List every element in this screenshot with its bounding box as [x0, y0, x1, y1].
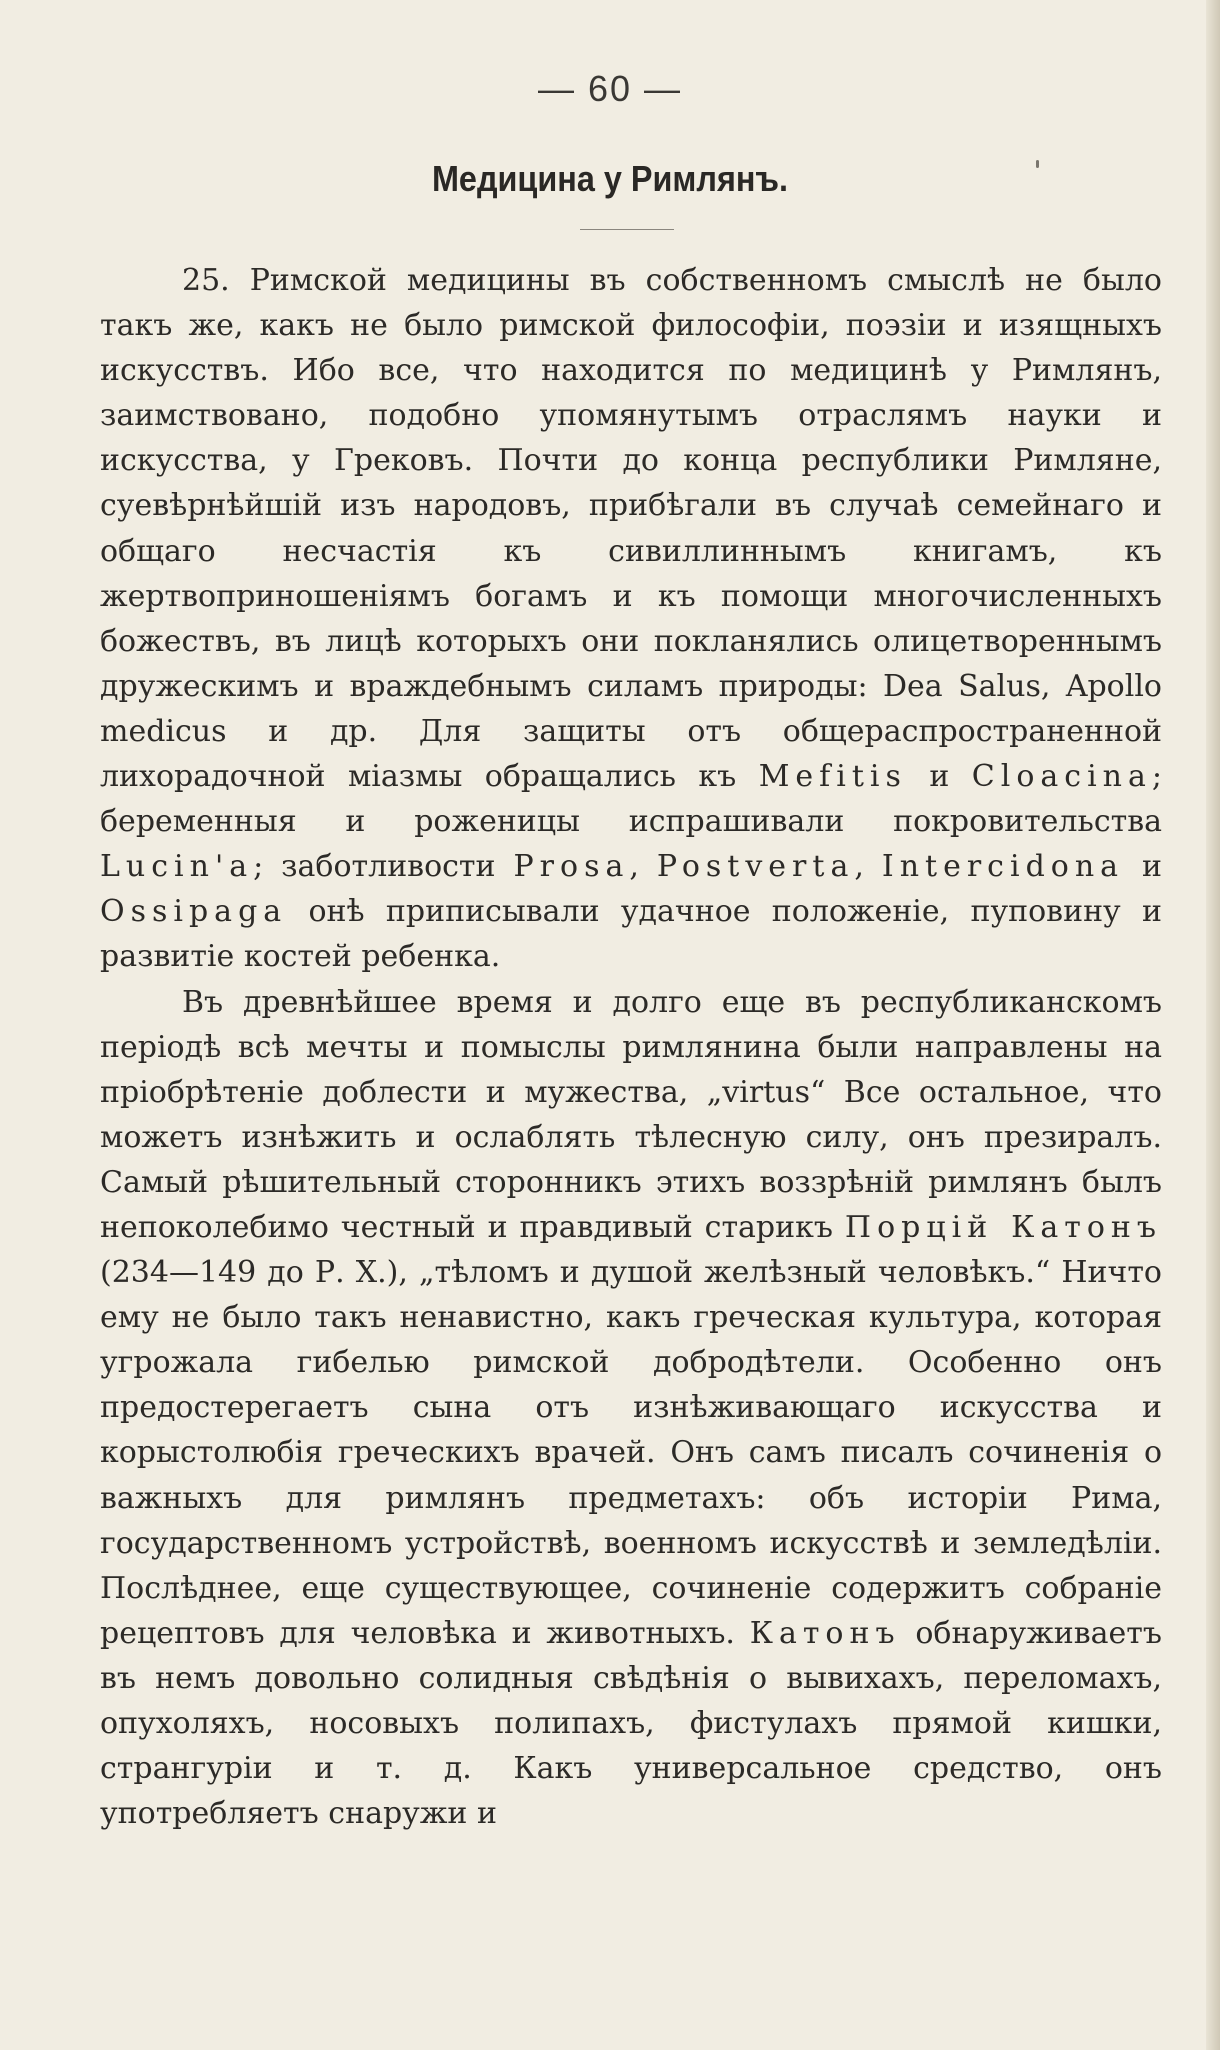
page-number: — 60 — — [537, 68, 683, 109]
spaced-name-text: Lucin'a — [100, 849, 254, 885]
paragraph — [100, 258, 1162, 980]
spaced-name-text: Катонъ — [749, 1615, 901, 1651]
body-text — [100, 258, 1162, 1836]
text-run: Въ древнѣйшее время и долго еще въ республиканскомъ періодѣ всѣ мечты и помыслы римлянина были направлены на пріобрѣтеніе доблести и мужества, „virtus“ Все остальное, что можетъ изнѣжить и ослаблять тѣлесную силу, онъ презиралъ. Самый рѣшительный сторонникъ этихъ воззрѣній римлянъ былъ непоколебимо честный и правдивый старикъ — [100, 984, 1162, 1245]
spaced-name-text: Postverta — [656, 849, 855, 885]
text-run: , — [629, 849, 657, 885]
page-edge-shadow — [1206, 0, 1220, 2050]
text-run: и — [906, 759, 972, 795]
text-run: ; заботливости — [253, 849, 514, 885]
paragraph — [100, 980, 1162, 1837]
text-run: онѣ приписывали удачное положеніе, пуповину и развитіе костей ребенка. — [100, 894, 1162, 975]
chapter-title: Медицина у Римлянъ. — [431, 158, 789, 199]
text-run: (234—149 до Р. Х.), „тѣломъ и душой желѣзный человѣкъ.“ Ничто ему не было такъ ненавистно, какъ греческая культура, которая угрожала гибелью римской добродѣтели. Особенно онъ предостерегаетъ сына отъ изнѣживающаго искусства и корыстолюбія греческихъ врачей. Онъ самъ писалъ сочиненія о важныхъ для римлянъ предметахъ: объ исторіи Рима, государственномъ устройствѣ, военномъ искусствѣ и земледѣліи. Послѣднее, еще существующее, сочиненіе содержитъ собраніе рецептовъ для человѣка и животныхъ. — [100, 1255, 1162, 1651]
spaced-name-text: Intercidona — [881, 849, 1125, 885]
title-divider — [580, 229, 674, 230]
spaced-name-text: Порцій Катонъ — [844, 1209, 1162, 1245]
spaced-name-text: Prosa — [513, 849, 630, 885]
text-run: 25. Римской медицины въ собственномъ смыслѣ не было такъ же, какъ не было римской философіи, поэзіи и изящныхъ искусствъ. Ибо все, что находится по медицинѣ у Римлянъ, заимствовано, подобно упомянутымъ отраслямъ науки и искусства, у Грековъ. Почти до конца республики Римляне, суевѣрнѣйшій изъ народовъ, прибѣгали въ случаѣ семейнаго и общаго несчастія къ сивиллиннымъ книгамъ, къ жертвоприношеніямъ богамъ и къ помощи многочисленныхъ божествъ, въ лицѣ которыхъ они покланялись олицетвореннымъ дружескимъ и враждебнымъ силамъ природы: Dea Salus, Apollo medicus и др. Для защиты отъ общераспространенной лихорадочной міазмы обращались къ — [100, 263, 1162, 795]
spaced-name-text: Mefitis — [758, 759, 907, 795]
text-run: ; беременныя и роженицы испрашивали покровительства — [100, 759, 1162, 840]
text-run: , — [854, 849, 882, 885]
spaced-name-text: Cloacina — [971, 759, 1152, 795]
text-run: и — [1124, 849, 1163, 885]
text-run: обнаруживаетъ въ немъ довольно солидныя свѣдѣнія о вывихахъ, переломахъ, опухоляхъ, носовыхъ полипахъ, фистулахъ прямой кишки, странгуріи и т. д. Какъ универсальное средство, онъ употребляетъ снаружи и — [100, 1615, 1162, 1832]
spaced-name-text: Ossipaga — [100, 894, 288, 930]
